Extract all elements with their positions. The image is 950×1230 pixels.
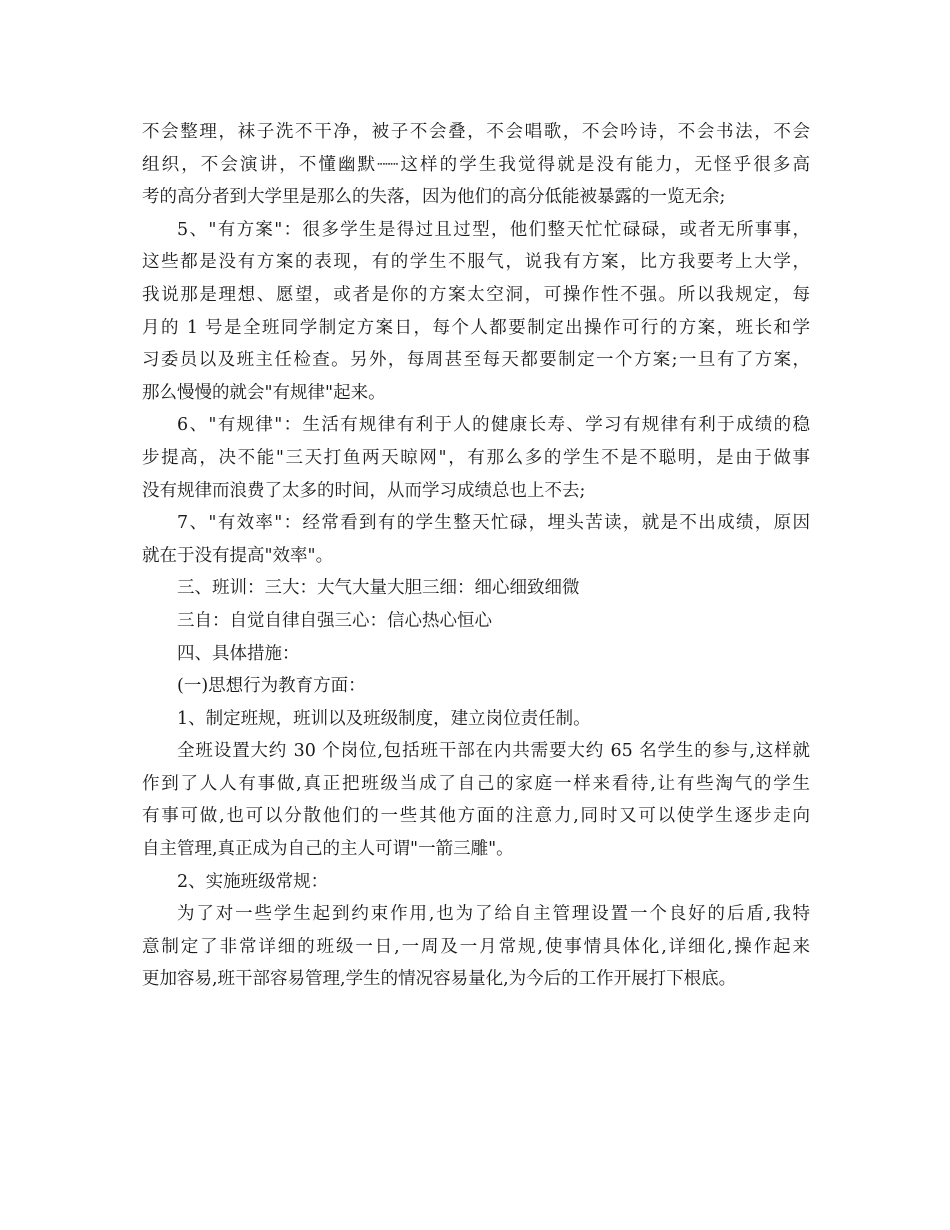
text-line: 自主管理,真正成为自己的主人可谓"一箭三雕"。 <box>142 839 514 860</box>
text-line: 没有规律而浪费了太多的时间，从而学习成绩总也上不去; <box>142 480 586 501</box>
text-line: 为了对一些学生起到约束作用,也为了给自主管理设置一个良好的后盾,我特 <box>177 904 810 925</box>
text-line: 6、"有规律"：生活有规律有利于人的健康长寿、学习有规律有利于成绩的稳 <box>177 415 810 436</box>
text-line: 意制定了非常详细的班级一日,一周及一月常规,使事情具体化,详细化,操作起来 <box>142 936 810 957</box>
text-line: 更加容易,班干部容易管理,学生的情况容易量化,为今后的工作开展打下根底。 <box>142 969 737 990</box>
text-line: 步提高，决不能"三天打鱼两天晾网"，有那么多的学生不是不聪明，是由于做事 <box>142 447 810 468</box>
text-line: 组织，不会演讲，不懂幽默┈┈这样的学生我觉得就是没有能力，无怪乎很多高 <box>142 154 810 175</box>
text-line: 有事可做,也可以分散他们的一些其他方面的注意力,同时又可以使学生逐步走向 <box>142 806 810 827</box>
text-line: 1、制定班规，班训以及班级制度，建立岗位责任制。 <box>177 708 591 729</box>
text-line: 7、"有效率"：经常看到有的学生整天忙碌，埋头苦读，就是不出成绩，原因 <box>177 513 810 534</box>
text-line: 习委员以及班主任检查。另外，每周甚至每天都要制定一个方案;一旦有了方案， <box>142 350 810 371</box>
document-body <box>142 116 810 996</box>
text-line: 5、"有方案"：很多学生是得过且过型，他们整天忙忙碌碌，或者无所事事， <box>177 219 810 240</box>
text-line: 全班设置大约 30 个岗位,包括班干部在内共需要大约 65 名学生的参与,这样就 <box>177 741 810 762</box>
text-line: 月的 1 号是全班同学制定方案日，每个人都要制定出操作可行的方案，班长和学 <box>142 317 810 338</box>
text-line: 那么慢慢的就会"有规律"起来。 <box>142 382 386 403</box>
text-line: 不会整理，袜子洗不干净，被子不会叠，不会唱歌，不会吟诗，不会书法，不会 <box>142 122 810 142</box>
subsection-heading: (一)思想行为教育方面： <box>177 676 366 697</box>
text-line: 三自：自觉自律自强三心：信心热心恒心 <box>177 610 492 631</box>
text-line: 这些都是没有方案的表现，有的学生不服气，说我有方案，比方我要考上大学， <box>142 252 810 273</box>
text-line: 2、实施班级常规： <box>177 871 329 892</box>
text-line: 就在于没有提高"效率"。 <box>142 545 334 566</box>
text-line: 考的高分者到大学里是那么的失落，因为他们的高分低能被暴露的一览无余; <box>142 187 726 208</box>
text-line: 我说那是理想、愿望，或者是你的方案太空洞，可操作性不强。所以我规定，每 <box>142 284 810 305</box>
section-heading: 四、具体措施： <box>177 643 300 664</box>
section-heading: 三、班训：三大：大气大量大胆三细：细心细致细微 <box>177 578 580 599</box>
text-line: 作到了人人有事做,真正把班级当成了自己的家庭一样来看待,让有些淘气的学生 <box>142 773 810 794</box>
